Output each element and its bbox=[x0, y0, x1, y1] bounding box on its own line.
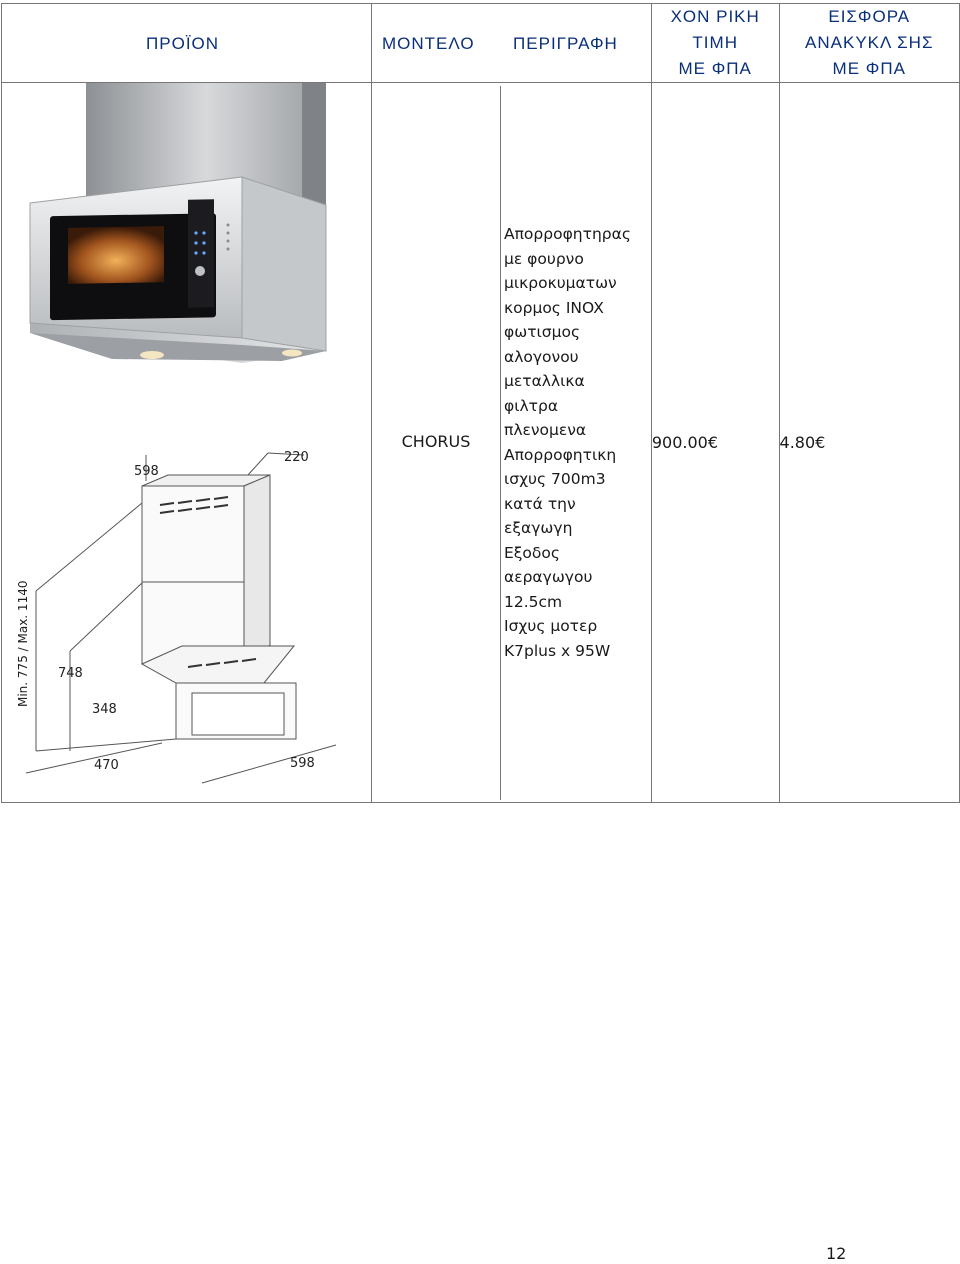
header-eco-line-3: ΜΕ ΦΠΑ bbox=[832, 59, 906, 78]
dim-height-range: Min. 775 / Max. 1140 bbox=[16, 580, 30, 707]
header-price-line-3: ΜΕ ΦΠΑ bbox=[678, 59, 752, 78]
dim-348: 348 bbox=[92, 702, 117, 717]
header-price-line-1: ΧΟΝ ΡΙΚΗ bbox=[670, 7, 760, 26]
header-cell-left bbox=[2, 4, 372, 83]
description-line: φιλτρα bbox=[504, 396, 559, 415]
header-product: ΠΡΟΪΟΝ bbox=[146, 34, 220, 53]
description-line: εξαγωγη bbox=[504, 519, 573, 537]
description-line: πλενομενα bbox=[504, 421, 587, 439]
header-price bbox=[651, 4, 779, 83]
description-line: 12.5cm bbox=[504, 592, 563, 611]
header-model: ΜΟΝΤΕΛΟ bbox=[382, 34, 475, 53]
description-line: αλογονου bbox=[504, 347, 579, 366]
product-image bbox=[2, 83, 371, 797]
eco-fee-value: 4.80€ bbox=[779, 433, 826, 452]
dim-748: 748 bbox=[58, 666, 83, 681]
dim-598-bottom: 598 bbox=[290, 756, 315, 771]
description-line: κορμος INOX bbox=[504, 298, 604, 317]
description-line: ισχυς 700m3 bbox=[504, 470, 606, 488]
description-line: κατά την bbox=[504, 494, 576, 513]
product-image-cell bbox=[2, 83, 372, 803]
description-line: Ισχυς μοτερ bbox=[504, 617, 598, 635]
description-line: Απορροφητηρας bbox=[504, 225, 631, 243]
dim-470: 470 bbox=[94, 758, 119, 773]
description-text bbox=[501, 86, 631, 800]
page-number: 12 bbox=[826, 1244, 847, 1263]
description-cell bbox=[372, 83, 652, 803]
description-line: μικροκυματων bbox=[504, 274, 617, 292]
price-list-table bbox=[1, 3, 960, 803]
header-price-line-2: ΤΙΜΗ bbox=[692, 33, 738, 52]
header-eco-line-1: ΕΙΣΦΟΡΑ bbox=[828, 7, 911, 26]
description-line: μεταλλικα bbox=[504, 372, 585, 390]
model-name: CHORUS bbox=[401, 432, 471, 452]
product-row bbox=[2, 83, 960, 803]
description-line: Εξοδος bbox=[504, 543, 560, 562]
hood-photo bbox=[30, 83, 326, 363]
header-cell-middle bbox=[372, 4, 652, 83]
description-line: Απορροφητικη bbox=[504, 445, 617, 464]
price-cell bbox=[651, 83, 779, 803]
description-line: φωτισμος bbox=[504, 323, 581, 341]
header-eco-line-2: ΑΝΑΚΥΚΛ ΣΗΣ bbox=[805, 33, 934, 52]
price-value: 900.00€ bbox=[651, 433, 719, 452]
header-description: ΠΕΡΙΓΡΑΦΗ bbox=[513, 34, 618, 53]
dim-598-top: 598 bbox=[134, 464, 159, 479]
description-line: αεραγωγου bbox=[504, 568, 593, 586]
description-line: K7plus x 95W bbox=[504, 641, 611, 660]
description-line: με φουρνο bbox=[504, 249, 584, 268]
eco-fee-cell bbox=[779, 83, 959, 803]
dim-220: 220 bbox=[284, 450, 309, 465]
header-row bbox=[2, 4, 960, 83]
dimension-drawing bbox=[26, 453, 336, 783]
header-eco-fee bbox=[779, 4, 959, 83]
